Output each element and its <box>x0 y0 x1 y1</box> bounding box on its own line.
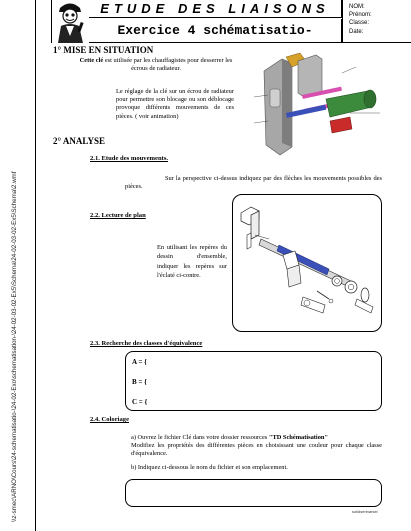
prenom-field-label: Prénom: <box>349 12 372 19</box>
mascot-logo <box>51 0 89 43</box>
date-field-label: Date: <box>349 28 364 35</box>
filename-answer-box[interactable] <box>125 479 382 507</box>
intro-paragraph <box>76 57 236 73</box>
class-c-field[interactable]: C = { <box>132 398 148 406</box>
lecture-plan-text: En utilisant les repères du dessin d'ensemble, indiquer les repères sur l'éclaté ci-contre. <box>157 244 227 280</box>
subsection-lecture-plan-heading: 2.2. Lecture de plan <box>90 212 146 219</box>
coloriage-a-rest: Modifiez les propriétés des différentes pièces en choisissant une couleur pour chaque classe d'équivalence. <box>131 442 382 458</box>
exploded-view-frame <box>232 194 382 332</box>
scientist-icon <box>52 0 89 43</box>
classe-field-label: Classe: <box>349 20 370 27</box>
footer-mark: solidserinarsel <box>352 509 378 514</box>
header-title-banner <box>89 0 342 18</box>
classes-answer-box[interactable] <box>125 351 382 411</box>
student-info-box <box>342 0 411 43</box>
page-title: ETUDE DES LIAISONS <box>100 1 330 16</box>
coloriage-a-prefix: a) Ouvrez le fichier Clé dans votre dossier ressources <box>131 434 269 441</box>
key-3d-illustration <box>246 51 386 159</box>
etude-mouvements-text: Sur la perspective ci-dessus indiquez par des flèches les mouvements possibles des pièces. <box>125 175 382 191</box>
coloriage-instruction-a <box>125 434 382 459</box>
class-a-field[interactable]: A = { <box>132 358 147 366</box>
section-analyse-heading: 2° ANALYSE <box>53 136 106 146</box>
coloriage-instruction-b: b) Indiquez ci-dessous le nom du fichier et son emplacement. <box>131 464 288 471</box>
class-b-field[interactable]: B = { <box>132 378 147 386</box>
subsection-classes-equivalence-heading: 2.3. Recherche des classes d'équivalence <box>90 340 203 347</box>
intro-text: est utilisée par les chauffagistes pour desserrer les écrous de radiateur. <box>103 57 233 73</box>
mise-en-situation-description: Le réglage de la clé sur un écrou de radiateur pour permettre son blocage ou son déblocage provoque différents mouvements de ces pièces. ( voir animation) <box>116 88 234 120</box>
subsection-etude-mouvements-heading: 2.1. Etude des mouvements. <box>90 155 169 162</box>
left-margin-strip <box>0 0 36 531</box>
logo <box>36 0 51 43</box>
coloriage-resource-folder: "TD Schématisation" <box>268 434 329 441</box>
file-path-text: \\z-smec\ARNO\Cours\24-schematisatio-\24-02-Exo\schematisation-\24-02-03-02-Ex5\Schema\24-02-03-02-Ex5\Schema\2.wmf <box>11 171 18 522</box>
subsection-coloriage-heading: 2.4. Coloriage <box>90 416 130 423</box>
exercise-title: Exercice 4 schématisatio- <box>89 19 342 43</box>
section-mise-en-situation-heading: 1° MISE EN SITUATION <box>53 45 154 55</box>
exploded-view-drawing <box>233 195 383 333</box>
intro-bold-word: Cette clé <box>79 57 104 64</box>
nom-field-label: NOM: <box>349 4 365 10</box>
